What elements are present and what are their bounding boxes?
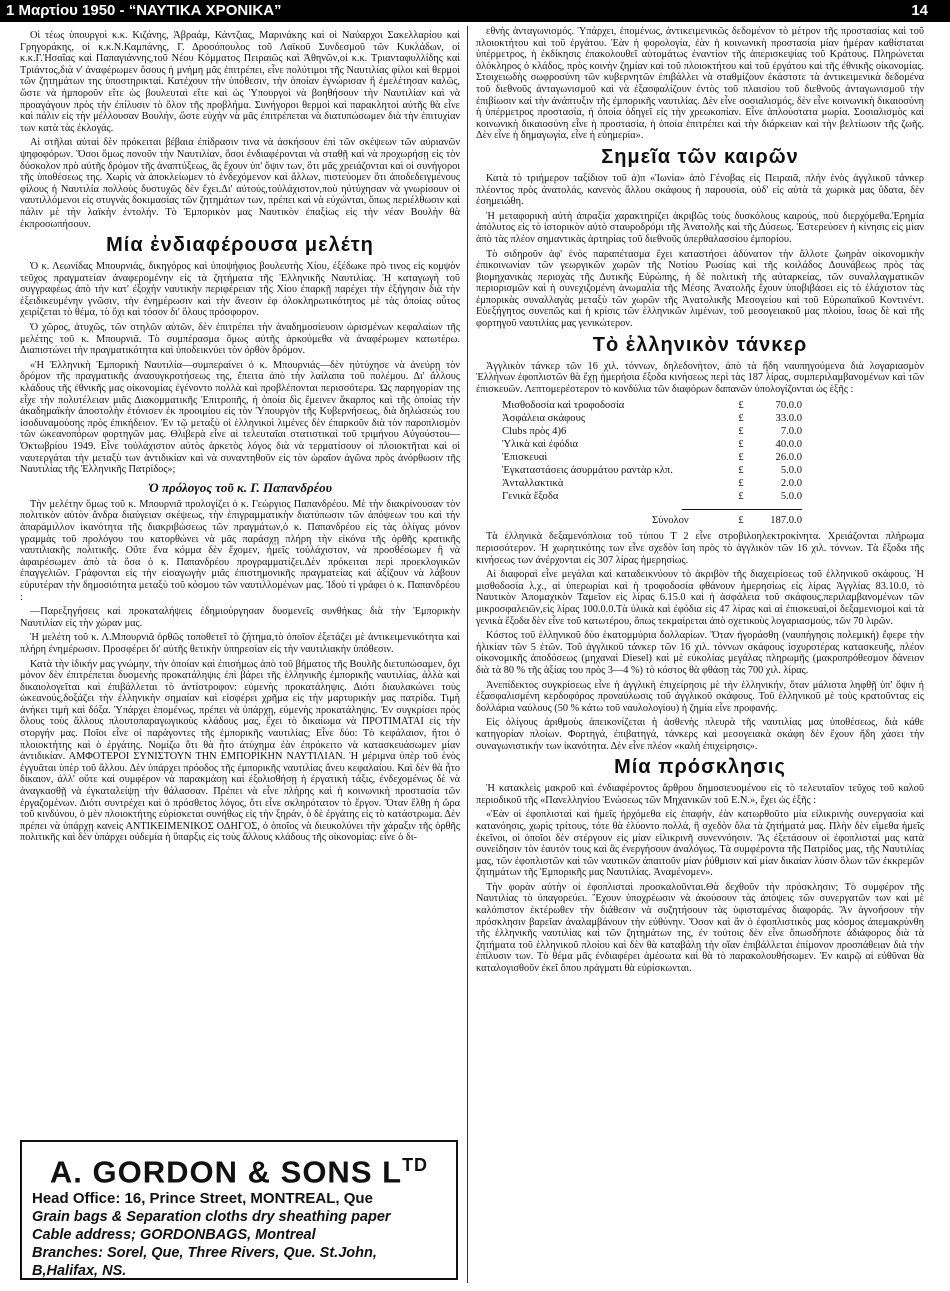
article-paragraph: Τὰ ἑλληνικὰ δεξαμενόπλοια τοῦ τύπου Τ 2 εἶνε στροβιλοηλεκτροκίνητα. Χρειάζονται πλήρωμα περισσότερον. Ἡ χωρητικότης των εἶνε σχεδὸν ἴση πρὸς τὸ ἀγγλικὸν τῶν 16 χιλ. τόννων. Τὰ ἔξοδα τῆς κινήσεως των ἀνέρχονται εἰς 307 λίρας ἡμερησίως.	[476, 531, 924, 566]
advert-line: Cable address; GORDONBAGS, Montreal	[32, 1227, 316, 1244]
cost-row: Ἀνταλλακτικὰ £ 2.0.0	[502, 478, 802, 490]
advert-head-office: Head Office: 16, Prince Street, MONTREAL, Que	[32, 1190, 373, 1208]
article-paragraph: Τὴν μελέτην ὅμως τοῦ κ. Μπουρνιᾶ προλογίζει ὁ κ. Γεώργιος Παπανδρέου. Μὲ τὴν διακρίνουσαν τὸν πολιτικὸν αὐτὸν ἄνδρα διαύγειαν σκέψεως, τὴν ἐπιγραμματικὴν διατύπωσιν τῶν ἀπόψεων του καὶ τὴν ἀπαράμιλλον ἱκανότητα τῆς διακριβώσεως τῶν πραγμάτων,ὁ κ. Παπανδρέου εἰς τὰς ὀλίγας μόνον γραμμὰς τοῦ προλόγου του κατορθώνει νὰ μᾶς παράσχῃ πλήρη τὴν εἰκόνα τῆς ὀρθῆς κρατικῆς ναυτιλιακῆς πολιτικῆς. Οὔτε ἕνα κόμμα δὲν ἔχομεν, ἡμεῖς τοὐλάχιστον, νὰ προσθέσωμεν ἢ νὰ ἀφαιρέσωμεν ἀπὸ τὰ ὅσα ὁ κ. Παπανδρέου προγραμματίζει.Δὲν πρόκειται περὶ προεκλογικῶν ἐπαγγελιῶν. Γράφονται εἰς τὴν εἰσαγωγὴν μιᾶς ἐπιστημονικῆς πραγματείας καὶ ἀξίζουν νὰ λάβουν εὐρυτέραν τὴν δημοσιότητα μεταξὺ τοῦ κόσμου τῶν ναυτιλλομένων μας. Ἰδοὺ τί γράφει ὁ κ. Παπανδρέου :	[20, 498, 460, 603]
cost-row: Ἀσφάλεια σκάφους £ 33.0.0	[502, 413, 802, 425]
left-column	[20, 30, 460, 1283]
article-paragraph: Ἡ μελέτη τοῦ κ. Λ.Μπουρνιᾶ ὀρθῶς τοποθετεῖ τὸ ζήτημα,τὸ ὁποῖον ἐξετάζει μὲ ἀντικειμενικότητα καὶ πλήρη ἐνημέρωσιν. Προσφέρει δι' αὐτῆς θετικὴν ὑπηρεσίαν εἰς τὴν ναυτιλιακὴν ὑπόθεσιν.	[20, 632, 460, 655]
article-paragraph: «Ἐὰν οἱ ἐφοπλισταὶ καὶ ἡμεῖς ἠρχόμεθα εἰς ἐπαφήν, ἐὰν κατωρθοῦτο μία εἰλικρινὴς συνεργασία καὶ κατανόησις, χωρὶς τρίτους, τότε θὰ ἐλύοντο πολλά, ἢ σχεδὸν ὅλα τὰ ζητήματά μας. Πλὴν δὲν εἴμεθα ἡμεῖς ἐκεῖνοι, οἱ ὁποῖοι δὲν στέργουν εἰς μίαν εἰλικρινῆ συνεννόησιν. Ἂς ἐξετάσουν οἱ ἐφοπλισταί μας κατὰ συνείδησιν τὸν ἑαυτόν τους καὶ ἂς ἐνεργήσουν ἀναλόγως. Τὰ συμφέροντα τῆς Πατρίδος μας, τῆς Ναυτιλίας μας, τῶν ἐφοπλιστῶν καὶ τῶν ναυτικῶν ἀπαιτοῦν μίαν ῥύθμισιν καὶ μίαν δικαίαν λύσιν ὅλων τῶν ἐκκρεμῶν ζητημάτων τῆς Ἐμπορικῆς μας Ναυτιλίας. Ἀναμένομεν».	[476, 809, 924, 879]
article-paragraph: Ἀνεπίδεκτος συγκρίσεως εἶνε ἡ ἀγγλικὴ ἐπιχείρησις μὲ τὴν ἑλληνικήν, ὅταν μάλιστα ληφθῇ ὑπ' ὄψιν ἡ ἐξασφαλισμένη κερδοφόρος προναύλωσις τοῦ ἀγγλικοῦ σκάφους. Τοῦ ἑλληνικοῦ μὲ τοὺς κρατοῦντας εἰς δολλάρια ναύλους (50 % κάτω τοῦ ναυλολογίου) ἡ ζημία εἶνε προφανής.	[476, 679, 924, 714]
article-paragraph: Ὁ κ. Λεωνίδας Μπουρνιάς, δικηγόρος καὶ ὑποψήφιος βουλευτὴς Χίου, ἐξέδωκε πρὸ τινος εἰς κομψὸν τεῦχος πραγματείαν ἀναφερομένην εἰς τὰ ζητήματα τῆς Ἑλληνικῆς Ναυτιλίας. Ἡ καταγωγὴ τοῦ συγγραφέως ἀπὸ τὴν κατ' ἐξοχὴν ναυτικὴν περιφέρειαν τῆς Χίου ἐπαρκῇ παρέχει τὴν ἐξήγησιν διὰ τὴν ἐξειδικευμένην γνῶσιν, τὴν ἐνημέρωσιν καὶ τὴν ἄνεσιν ἐφ ὁλοκληρωτικότητος μὲ τὰς ὁποίας οὗτος χειρίζεται τὸ θέμα, τὸ ὄχι καὶ τόσον δι' ὅλους πρόσφορον.	[20, 261, 460, 319]
cost-table	[502, 399, 802, 527]
article-paragraph: Αἱ στῆλαι αὐταὶ δὲν πρόκειται βέβαια ἐπίδρασιν τινα νὰ ἀσκήσουν ἐπὶ τῶν σκέψεων τῶν αὐριανῶν ψηφοφόρων. Ὅσοι ὅμως πονοῦν τὴν Ναυτιλίαν, ὅσοι ἐνδιαφέρονται νὰ σταθῇ καὶ νὰ προχωρήσῃ εἰς τὸν δύσκολον πρὸ αὐτῆς δρόμον τῆς ἀναπτύξεως, ἂς ἔχουν ὑπ' ὄψιν των, ὅτι μᾶς χρειάζονται καὶ οἱ συνήγοροι τῆς ὑποθέσεως της. Χωρὶς νὰ ἀποκλείωμεν τὸ ἐνδεχόμενον καὶ ἄλλων, πιστεύομεν ὅτι ἀποδεδειγμένους φίλους ἡ Ναυτιλία πολλοὺς δυστυχῶς δὲν ἔχει.Δι' αὐτούς,τοὐλάχιστον,ποὺ ηὐτύχησαν νὰ γνωρίσουν οἱ ναυτιλλόμενοι εἰς στυγνὰς δοκιμασίας τῶν ζητημάτων των, πρέπει καὶ νὰ εὐχώνται, ὅπως περιέλθωσιν καὶ πάλιν μὲ τὴν λαϊκὴν ἐντολήν. Τὸ Ἐμπορικὸν μας Ναυτικὸν ἐπαξίως εἰς τὴν νέαν Βουλὴν θὰ ἐκπροσωπήσουν.	[20, 137, 460, 230]
cost-row: Clubs πρὸς 4)6 £ 7.0.0	[502, 426, 802, 438]
article-paragraph: Οἱ τέως ὑπουργοὶ κ.κ. Κιζάνης, Ἀβραάμ, Κάντζιας, Μαρινάκης καὶ οἱ Ναύαρχοι Σακελλαρίου καὶ Γρηγοράκης, οἱ κ.κ.Ν.Καμπάνης, Γ. Δροσόπουλος τοῦ Λαϊκοῦ Συνδεσμοῦ τῶν Κυκλάδων, οἱ κ.κ.Γ.Ἡσαΐας καὶ Παπαγιάννης,τοῦ Νέου Κόμματος Πειραιῶς καὶ Ἀθηνῶν,οἱ κ.κ. Τριανταφυλλίδης καὶ Τριάντος,διὰ ν' ἀναφέρωμεν ὅσους ἡ μνήμη μᾶς ἐπιτρέπει, εἶνε πολύτιμοι τῆς Ναυτιλίας φίλοι καὶ θερμοὶ τῶν ζητημάτων της ὑποστηρικταί. Κατέχουν τὴν ὑπόθεσιν, τὴν ὁποίαν ἐγνώρισαν ἢ ἐμελέτησαν καλῶς, ὥστε νὰ ἠμποροῦν εἴτε ὡς βουλευταὶ εἴτε καὶ ὡς Ὑπουργοὶ νὰ βοηθήσουν τὴν Ναυτιλίαν καὶ νὰ προαγάγουν πρὸς τὴν ἐπίλυσιν τὸ ὅλον τῆς προβλήμα. Συνήγοροι θερμοὶ καὶ παρακλητοὶ αὐτῆς θὰ εἶνε καὶ πάλιν εἰς τὴν μέλλουσαν Βουλήν, ὥστε εὐχὴν νὰ μᾶς ἐπιτρέπεται νὰ διατυπώσωμεν διὰ τὴν ἐπιτυχίαν των κατὰ τὰς ἐκλογάς.	[20, 30, 460, 134]
advert-line: Branches: Sorel, Que, Three Rivers, Que. St.John,	[32, 1245, 377, 1262]
right-column	[476, 26, 924, 1283]
article-paragraph: εθνὴς ἀνταγωνισμός. Ὑπάρχει, ἑπομένως, ἀντικειμενικῶς δεδομένον τὸ μέτρον τῆς προστασίας καὶ τοῦ πλοιοκτήτου καὶ τοῦ ἐργάτου. Ἐὰν ἡ φορολογία, ἐὰν ἡ κοινωνικὴ προστασία μίαν ἡμέραν καθίσταται ὑπέρμετρος, ἡ ἐκδίκησις ἐπακολουθεῖ αὐτομάτως ἐναντίον τῆς ἀπερισκεψίας τοῦ Κράτους. Πληρώνεται ὁλόκληρος ὁ κλάδος, πρὸς κοινὴν ζημίαν καὶ τοῦ πλοιοκτήτου καὶ τοῦ ἐργάτου καὶ τῆς ἐθνικῆς οἰκονομίας. Στοιχειωδὴς σωφροσύνη τῶν κυβερνητῶν ἐπιβάλλει νὰ σταθμίζουν ἑκάστοτε τὰ ἀντικειμενικὰ δεδομένα τοῦ διεθνοῦς ἀνταγωνισμοῦ καὶ νὰ ἐξασφαλίζουν ἐντὸς τοῦ πλαισίου τοῦ διεθνοῦς ἀνταγωνισμοῦ τὴν ἐπιβίωσιν καὶ τὴν ἀνάπτυξιν τῆς ἐμπορικῆς ναυτιλίας. Δὲν εἶνε σοσιαλισμός, δὲν εἶνε κοινωνικὴ δικαιοσύνη ἡ ὑπέρμετρος προστασία, ἡ ὁποία ὁδηγεῖ εἰς τὴν χρεωκοπίαν. Εἶνε ἁπλούστατα μωρία. Σοσιαλισμὸς καὶ κοινωνικὴ δικαιοσύνη εἶνε ἡ προστασία, ἡ ὁποία ἐπιτρέπει καὶ τὴν διάρκειαν καὶ τὴν βελτίωσιν τῆς ζωῆς. Δὲν εἶνε ἡ δημαγωγία, εἶνε ἡ εὐημερία».	[476, 26, 924, 142]
article-paragraph: Τὸ σιδηροῦν ἀφ' ἑνὸς παραπέτασμα ἔχει καταστήσει ἀδύνατον τὴν ἄλλοτε ζωηρὰν οἰκονομικὴν ἐπικοινωνίαν τῶν γεωργικῶν χωρῶν τῆς Νοτίου Ρωσίας καὶ τῆς κοιλάδος Δουνάβεως πρὸς τὰς βιομηχανικὰς περιοχὰς τῆς Δυτικῆς Εὐρώπης, ἡ δὲ πολιτικὴ τῆς αὐταρκείας, τῶν συναλλαγματικῶν περιορισμῶν καὶ ἡ συνεχιζομένη ἀνωμαλία τῆς Μέσης Ἀνατολῆς ἔχουν ὑποβιβάσει εἰς τὸ ἐλάχιστον τὰς ἐμπορικὰς συναλλαγὰς μεταξὺ τῶν χωρῶν τῆς Ἀνατολικῆς Μεσογείου καὶ τοῦ Εὐρωπαϊκοῦ Κοντινέντ. Εὐεξήγητος συνεπῶς καὶ ἡ κρίσις τῶν ἑλληνικῶν λιμένων, τοῦ μεσογειακοῦ μας πλοίου, ἴσως δὲ καὶ τῆς φορτηγοῦ ναυτιλίας μας γενικώτερον.	[476, 248, 924, 330]
prologue-heading: Ὁ πρόλογος τοῦ κ. Γ. Παπανδρέου	[148, 479, 332, 495]
column-divider	[467, 26, 468, 1283]
cost-row: Μισθοδοσία καὶ τροφοδοσία £ 70.0.0	[502, 400, 802, 412]
tanker-heading: Τὸ ἑλληνικὸν τάνκερ	[592, 333, 808, 356]
article-paragraph: Κατὰ τὴν ἰδικήν μας γνώμην, τὴν ὁποίαν καὶ ἐπισήμως ἀπὸ τοῦ βήματος τῆς Βουλῆς διετυπώσαμεν, ὄχι μόνον δὲν ἐπιτρέπεται δυσμενὴς προκατάληψις ἐπὶ βάρει τῆς ἑλληνικῆς ἐμπορικῆς ναυτιλίας, ἀλλὰ καὶ δικαιολογεῖται καὶ ἐπιβάλλεται τὸ ἀντίστροφον: εὐμενὴς προκατάληψις. Διότι διαυλακώνει τοὺς ὠκεανούς,δοξάζει τὴν ἑλληνικὴν σημαίαν καὶ εἰσφέρει χρῆμα εἰς τὴν μαρτυρικὴν μας πατρίδα. Τιμὴ ἀνήκει τιμὴ καὶ δόξα. Ὑπάρχει ἑπομένως, πρέπει νὰ ὑπάρχῃ, εὐμενὴς προκατάληψις. Ἐν συγκρίσει πρὸς ὅλους τοὺς ἄλλους πλουτοπαραγωγικοὺς κλάδους μας, ἔχει τὸ δικαίωμα νὰ ΠΡΟΤΙΜΑΤΑΙ εἰς τὴν στοργήν μας. Ποῖοι εἶνε οἱ παράγοντες τῆς ἐμπορικῆς ναυτιλίας; Εἶνε δύο: Τὸ κεφάλαιον, ἤτοι ὁ πλοιοκτήτης καὶ ὁ ἐργάτης. Νομίζω ὅτι θὰ ἦτο ἀτύχημα ἐὰν ἐπρόκειτο νὰ κατασκευάσωμεν μίαν ἀντιδικίαν. ΑΜΦΟΤΕΡΟΙ ΣΥΝΙΣΤΟΥΝ ΤΗΝ ΕΜΠΟΡΙΚΗΝ ΝΑΥΤΙΛΙΑΝ. Ἡ μέριμνα ὑπὲρ τοῦ ἑνὸς ἐγγυᾶται ὑπὲρ τοῦ ἄλλου. Δὲν ὑπάρχει πρόοδος τῆς ἐμπορικῆς ναυτιλίας ἄνευ κεφαλαίου. Καὶ δὲν θὰ ἦτο δίκαιον, ἀλλ' οὔτε καὶ συμφέρον νὰ παρακμάσῃ καὶ ἐξολισθήσῃ ἡ ἐργατικὴ τάξις, ἐνδεχομένως δὲ νὰ ἀναγκασθῇ νὰ ἐγκαταλείψῃ τὴν θάλασσαν. Πρέπει νὰ εἶνε πλήρης καὶ ἡ κοινωνικὴ προστασία τῶν ἐργαζομένων. Διότι συντρέχει καὶ ὁ πρόσθετος λόγος, ὅτι εἶνε σκληρότατον τὸ ἔργον. Ὅταν ἔλθῃ ἡ ὥρα τοῦ κινδύνου, ὁ μὲν πλοιοκτήτης εὑρίσκεται συνήθως εἰς τὴν ξηράν, ὁ δὲ ἐργάτης εἰς τὸ κατάστρωμα. Δὲν πρέπει νὰ ὑπάρχῃ κανεὶς ΑΝΤΙΚΕΙΜΕΝΙΚΟΣ ΟΔΗΓΟΣ, ὁ ὁποῖος νὰ διευκολύνει τὴν χάραξιν τῆς ὀρθῆς πολιτικῆς καὶ δὲν ὑπάρχει οὐδεμία ἡ ὕπαρξις εἰς τοὺς ἄλλους κλάδους τῆς οἰκονομίας: εἶνε ὁ δι-	[20, 658, 460, 844]
cost-row: Ἐγκαταστάσεις ἀσυρμάτου ραντὰρ κλπ. £ 5.0.0	[502, 465, 802, 477]
article-paragraph: Εἰς ὀλίγους ἀριθμοὺς ἀπεικονίζεται ἡ ἀσθενὴς πλευρὰ τῆς ναυτιλίας μας ὑποθέσεως, διὰ κάθε κατηγορίαν πλοίων. Φορτηγά, ἐπιβατηγά, τάνκερς καὶ μεσογειακὰ σκάφη δὲν ἔχουν ἤδη χάσει τὴν συναγωνιστικήν των ἱκανότητα. Δὲν εἶνε πλέον «καλὴ ἐπιχείρησις».	[476, 717, 924, 752]
cost-total-row: Σύνολον £ 187.0.0	[652, 515, 802, 527]
total-rule	[682, 509, 802, 510]
signs-heading: Σημεῖα τῶν καιρῶν	[601, 145, 799, 168]
cost-row: Ὑλικὰ καὶ ἐφόδια £ 40.0.0	[502, 439, 802, 451]
advert-line: B,Halifax, NS.	[32, 1263, 127, 1280]
page-number: 14	[911, 2, 928, 19]
article-paragraph: Κόστος τοῦ ἑλληνικοῦ δύο ἑκατομμύρια δολλαρίων. Ὅταν ἠγοράσθη (ναυπήγησις πολεμική) ἔφερε τὴν ἡλικίαν τῶν 5 ἐτῶν. Τοῦ ἀγγλικοῦ τάνκερ τῶν 16 χιλ. τόννων σκάφους ἰσχυροτέρας κατασκευῆς, πλέον οἰκονομικῆς ἀποδόσεως (μηχαναὶ Diesel) καὶ μὲ εὐκολίας μεγάλας πληρωμῆς (μακροπρόθεσμον δάνειον διὰ τὰ 80 % τῆς ἀξίας του πρὸς 3—4 %) τὸ κόστος θὰ φθάσῃ τὰς 700 χιλ. λίρας.	[476, 630, 924, 676]
header-date-title: 1 Μαρτίου 1950 - “ΝΑΥΤΙΚΑ ΧΡΟΝΙΚΑ”	[6, 2, 282, 19]
cost-row: Γενικὰ ἔξοδα £ 5.0.0	[502, 491, 802, 503]
invitation-heading: Μία πρόσκλησις	[614, 756, 786, 779]
article-paragraph: —Παρεξηγήσεις καὶ προκαταλήψεις ἐδημιούργησαν δυσμενεῖς συνθήκας διὰ τὴν Ἐμπορικὴν Ναυτιλίαν εἰς τὴν χώραν μας.	[20, 606, 460, 629]
article-paragraph: Αἱ διαφοραὶ εἶνε μεγάλαι καὶ καταδεικνύουν τὸ ἀκριβὸν τῆς διαχειρίσεως τοῦ ἑλληνικοῦ σκάφους. Ἡ μισθοδοσία λ.χ., αἱ ὑπερωρίαι καὶ ἡ τροφοδοσία φθάνουν ἡμερησίως εἰς λίρας Ἀγγλίας 83.10.0, τὸ Ναυτικὸν Ἀπομαχικὸν Ταμεῖον εἰς λίρας 6.15.0 καὶ ἡ ἀσφάλεια τοῦ σκάφους,περιλαμβανομένων τῶν μικροσφαλειῶν,εἰς λίρας 100.0.0.Τὰ ὑλικὰ καὶ ἐφόδια εἰς 47 λίρας καὶ αἱ ἐπισκευαί,οἱ δεξαμενισμοὶ καὶ τὰ γενικὰ ἔξοδα δὲν εἶνε τοῦ κατωτέρου, ὅπως τεκμαίρεται ἀπὸ σχετικοὺς λογαριασμούς, τῶν 70 λιρῶν.	[476, 569, 924, 627]
page-header	[0, 0, 950, 22]
advert-company-name: A. GORDON & SONS $L^{TD}$	[49, 1154, 429, 1190]
article-paragraph: Ὁ χῶρος, ἀτυχῶς, τῶν στηλῶν αὐτῶν, δὲν ἐπιτρέπει τὴν ἀναδημοσίευσιν ὡρισμένων κεφαλαίων τῆς μελέτης τοῦ κ. Μπουρνιᾶ. Τὸ συμπέρασμα ὅμως αὐτῆς ἀρκούμεθα νὰ ἀναφέρωμεν κατωτέρω. Διαπιστώνει τὴν πραγματικότητα καὶ ὑποδεικνύει τὸν ὀρθὸν δρόμον.	[20, 322, 460, 357]
article-paragraph: Ἡ μεταφορικὴ αὐτὴ ἀπραξία χαρακτηρίζει ἀκριβῶς τοὺς δυσκόλους καιρούς, ποὺ διερχόμεθα.Ἐρημία ἀπόλυτος εἰς τὸ ἱστορικὸν αὐτὸ σταυροδρόμι τῆς Ἀνατολῆς καὶ τῆς Δύσεως. Ἐστερεύσεν ἡ κίνησις εἰς μίαν ἀπὸ τὰς πλέον σημαντικὰς ἀρτηρίας τοῦ διεθνοῦς ὑπερθαλασσίου ἐμπορίου.	[476, 210, 924, 245]
study-heading: Μία ἐνδιαφέρουσα μελέτη	[106, 234, 374, 257]
cost-row: Ἐπισκευαὶ £ 26.0.0	[502, 452, 802, 464]
article-paragraph: «Ἡ Ἑλληνικὴ Ἐμπορικὴ Ναυτιλία—συμπεραίνει ὁ κ. Μπουρνιάς—δὲν ηὐτύχησε νὰ ἀνεύρῃ τὸν δρόμον τῆς πραγματικῆς ἀνασυγκροτήσεως της, ἔπειτα ἀπὸ τὴν λαίλαπα τοῦ πολέμου. Δι' ἄλλους κλάδους τῆς ἐθνικῆς μας οἰκονομίας ἐγένοντο πολλὰ καὶ προβλέπονται περισσότερα. Ὡς παρηγορίαν της εἶχε τὴν πολυτέλειαν μιᾶς Διακομματικῆς Ἐπιτροπῆς, ἡ ὁποία δὶς ἔμεινεν ἄκαρπος καὶ τῆς ὁποίας τὴν ἀκαδημαϊκὴν ἀποστολὴν ἐτόνισεν ἐκ προοιμίου εἰς τὸν Ὑπουργὸν τῆς Κυβερνήσεως, διὰ δηλώσεώς του ἰσοδυναμούσης πρὸς ἐπικήδειον. Ἐν τῷ μεταξὺ οἱ ἑλληνικοὶ λιμένες δὲν ἐπαρκοῦν διὰ τὸν παροπλισμὸν τῶν ὠκεανοπόρων φορτηγῶν μας. Θλιβερὰ εἶνε αἱ τελευταῖαι στατιστικαὶ τοῦ τριμήνου Αὐγούστου—Ὀκτωβρίου 1949. Εἶνε τοὐλάχιστον αὐτὸς ἀρκετὸς λόγος διὰ νὰ τερματίσουν οἱ πλοιοκτῆται καὶ οἱ ναυτεργάται τὴν μεταξὺ των ἀντιδικίαν καὶ νὰ συναντηθοῦν εἰς τὸν ὡραῖον ἀγῶνα πρὸς ἀνόρθωσιν τῆς Ναυτιλίας τῆς Ἑλληνικῆς Πατρίδος»;	[20, 359, 460, 476]
advert-line: Grain bags & Separation cloths dry sheathing paper	[32, 1209, 391, 1226]
article-paragraph: Τὴν φορὰν αὐτὴν οἱ ἐφοπλισταὶ προσκαλοῦνται.Θὰ δεχθοῦν τὴν πρόσκλησιν; Τὸ συμφέρον τῆς Ναυτιλίας τὸ ὑπαγορεύει. Ἔχουν ὑποχρέωσιν νὰ ἀκούσουν τὰς ἀπόψεις τῶν συνεργατῶν των καὶ μὲ καλόπιστον ἐκτέρωθεν τὴν διάθεσιν νὰ συζητήσουν τὰς ὑφισταμένας διαφοράς. Ἂν ἀγνοήσουν τὴν πρόσκλησιν βαρεῖαν ἀναλαμβάνουν τὴν εὐθύνην. Ὅσον καὶ ἂν ὁ ἐφοπλιστικὸς μας κόσμος ἀπεμακρύνθη τῆς ἑλληνικῆς ναυτιλίας καὶ τῶν ζητημάτων της, ἐν τούτοις δὲν εἶνε ὅπωσδήποτε ἀδιάφορος διὰ τὰ ζητήματα τοῦ ἑλληνικοῦ πλοίου καὶ δὲν θὰ καταβάλῃ τὴν οἵαν ἐπιβάλλεται ἐπίμονον προσπάθειαν διὰ τὴν ἐπίλυσιν των. Τὸ θέμα μᾶς ἐνδιαφέρει ἀμέσωτα καὶ θὰ τὸ παρακολουθήσωμεν. Ἐν καιρῷ αἱ εὐθῦναι θὰ καταλογισθοῦν ἐκεῖ ὅπου πράγματι θὰ εὑρίσκωνται.	[476, 881, 924, 975]
article-paragraph: Κατὰ τὸ τριήμερον ταξίδιον τοῦ ἀ)π «Ἰωνία» ἀπὸ Γένοβας εἰς Πειραιᾶ, πλὴν ἑνὸς ἀγγλικοῦ τάνκερ πλέοντος πρὸς ἀνατολάς, κανενὸς ἄλλου σκάφους ἡ παρουσία, οὐδ' εἰς αὐτὰ τὰ χωρικὰ μας ὕδατα, δὲν ἐσημειώθη.	[476, 172, 924, 208]
gordon-sons-advert	[20, 1140, 458, 1280]
article-paragraph: Ἀγγλικὸν τάνκερ τῶν 16 χιλ. τόννων, δηλεδονὴτον, ἀπὸ τὰ ἤδη ναυπηγούμενα διὰ λογαριασμὸν Ἑλλήνων ἐφοπλιστῶν θὰ ἔχῃ ἡμερήσια ἔξοδα κινήσεως περὶ τὰς 187 λίρας, συμπεριλαμβανομένων καὶ τῶν ἐπισκευῶν. Λεπτομερέστερον τὸ κονδύλια τῶν διαφόρων δαπανῶν ὑπολογίζονται ὡς ἑξῆς :	[476, 360, 924, 395]
article-paragraph: Ἡ κατακλεὶς μακροῦ καὶ ἐνδιαφέροντος ἄρθρου δημοσιευομένου εἰς τὸ τελευταῖον τεῦχος τοῦ καλοῦ περιοδικοῦ τῆς «Πανελληνίου Ἑνώσεως τῶν Μηχανικῶν τοῦ Ε.Ν.», ἔχει ὡς ἑξῆς :	[476, 783, 924, 806]
company-suffix: TD	[402, 1155, 429, 1175]
